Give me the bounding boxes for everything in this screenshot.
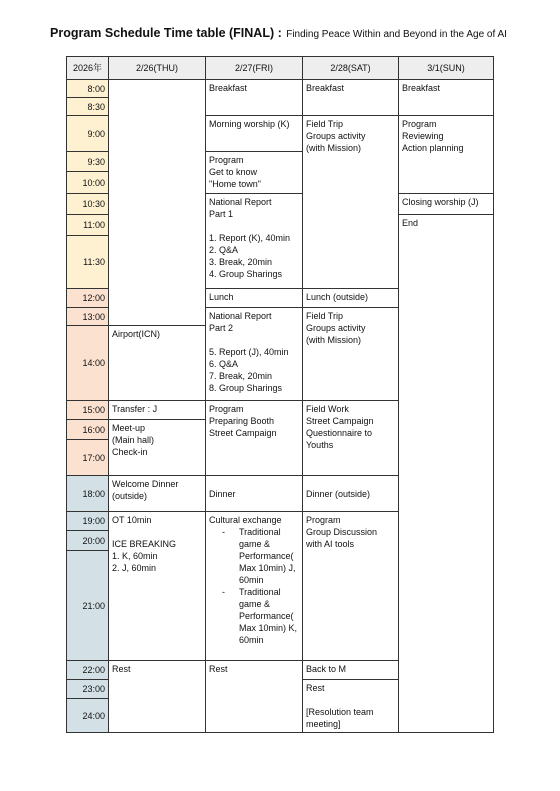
time-label: 9:30	[67, 152, 109, 172]
time-label: 12:00	[67, 289, 109, 308]
fri-national-report-1	[206, 194, 303, 289]
sat-program-line: Program	[306, 515, 341, 525]
sat-breakfast: Breakfast	[303, 80, 399, 116]
sat-rest	[303, 680, 399, 733]
year-header: 2026年	[67, 57, 109, 80]
fri-breakfast: Breakfast	[206, 80, 303, 116]
time-label: 22:00	[67, 661, 109, 680]
time-label: 19:00	[67, 512, 109, 531]
fri-nr1-head: National Report	[209, 197, 272, 207]
fri-dinner: Dinner	[206, 476, 303, 512]
sat-trip1-line: (with Mission)	[306, 143, 362, 153]
time-label: 24:00	[67, 699, 109, 733]
sat-field-trip-afternoon	[303, 308, 399, 401]
time-label: 10:30	[67, 194, 109, 215]
time-label: 16:00	[67, 420, 109, 440]
time-label: 14:00	[67, 326, 109, 401]
fri-morning-worship: Morning worship (K)	[206, 116, 303, 152]
time-label: 11:00	[67, 215, 109, 236]
schedule-table	[66, 56, 494, 733]
title-main: Program Schedule Time table (FINAL) :	[50, 26, 282, 40]
thu-welcome-dinner	[109, 476, 206, 512]
thu-meetup	[109, 420, 206, 476]
fri-nr1-item: 2. Q&A	[209, 245, 239, 255]
fri-nr2-item: 7. Break, 20min	[209, 371, 273, 381]
fri-nr1-item: 4. Group Sharings	[209, 269, 283, 279]
sun-breakfast: Breakfast	[399, 80, 494, 116]
day-header-fri: 2/27(FRI)	[206, 57, 303, 80]
fri-preparing-booth	[206, 401, 303, 476]
thu-ot: OT 10min	[112, 515, 152, 525]
sun-closing-worship: Closing worship (J)	[399, 194, 494, 215]
day-header-sat: 2/28(SAT)	[303, 57, 399, 80]
fri-nr1-head: Part 1	[209, 209, 234, 219]
thu-airport: Airport(ICN)	[109, 326, 206, 401]
sat-trip2-line: Field Trip	[306, 311, 344, 321]
sun-program-line: Program	[402, 119, 437, 129]
fri-national-report-2	[206, 308, 303, 401]
time-label: 11:30	[67, 236, 109, 289]
thu-meetup-line: (Main hall)	[112, 435, 155, 445]
fri-program-hometown	[206, 152, 303, 194]
sun-program-line: Reviewing	[402, 131, 444, 141]
time-label: 8:00	[67, 80, 109, 98]
sat-trip1-line: Field Trip	[306, 119, 344, 129]
day-header-thu: 2/26(THU)	[109, 57, 206, 80]
fri-cultural-exchange	[206, 512, 303, 661]
time-label: 18:00	[67, 476, 109, 512]
sat-work-line: Youths	[306, 440, 334, 450]
sat-trip2-line: (with Mission)	[306, 335, 362, 345]
fri-nr2-item: 6. Q&A	[209, 359, 239, 369]
fri-nr1-item: 1. Report (K), 40min	[209, 233, 291, 243]
sat-resolution: [Resolution team meeting]	[306, 707, 374, 729]
sat-lunch: Lunch (outside)	[303, 289, 399, 308]
fri-booth-line: Program	[209, 404, 244, 414]
fri-program-line: "Home town"	[209, 179, 261, 189]
thu-meetup-line: Meet-up	[112, 423, 146, 433]
fri-nr2-item: 8. Group Sharings	[209, 383, 283, 393]
time-label: 15:00	[67, 401, 109, 420]
time-label: 10:00	[67, 172, 109, 194]
sun-program-line: Action planning	[402, 143, 464, 153]
time-label: 17:00	[67, 440, 109, 476]
thu-dinner-line: Welcome Dinner	[112, 479, 179, 489]
thu-meetup-line: Check-in	[112, 447, 148, 457]
sat-program-line: with AI tools	[306, 539, 355, 549]
thu-ice-line: 2. J, 60min	[112, 563, 157, 573]
day-header-sun: 3/1(SUN)	[399, 57, 494, 80]
thu-ice-breaking	[109, 512, 206, 661]
fri-cultural-title: Cultural exchange	[209, 515, 282, 525]
fri-booth-line: Preparing Booth	[209, 416, 275, 426]
fri-lunch: Lunch	[206, 289, 303, 308]
list-item: - Traditional game & Performance( Max 10min) K, 60min	[239, 586, 299, 646]
sun-program	[399, 116, 494, 194]
fri-rest: Rest	[206, 661, 303, 733]
fri-booth-line: Street Campaign	[209, 428, 277, 438]
thu-ice-line: 1. K, 60min	[112, 551, 158, 561]
sun-end: End	[399, 215, 494, 733]
sat-trip2-line: Groups activity	[306, 323, 366, 333]
thu-dinner-line: (outside)	[112, 491, 148, 501]
thu-rest: Rest	[109, 661, 206, 733]
sat-work-line: Field Work	[306, 404, 349, 414]
sat-trip1-line: Groups activity	[306, 131, 366, 141]
fri-nr2-item: 5. Report (J), 40min	[209, 347, 289, 357]
thu-free-morning	[109, 80, 206, 326]
sat-dinner: Dinner (outside)	[303, 476, 399, 512]
title-subtitle: Finding Peace Within and Beyond in the Age of AI	[286, 29, 507, 40]
sat-field-work	[303, 401, 399, 476]
time-label: 8:30	[67, 98, 109, 116]
cultural-list	[209, 526, 299, 646]
document-title	[50, 24, 550, 42]
sat-rest-label: Rest	[306, 683, 325, 693]
time-label: 21:00	[67, 551, 109, 661]
sat-program-discussion	[303, 512, 399, 661]
sat-back: Back to M	[303, 661, 399, 680]
sat-program-line: Group Discussion	[306, 527, 378, 537]
fri-program-line: Get to know	[209, 167, 258, 177]
fri-nr1-item: 3. Break, 20min	[209, 257, 273, 267]
list-item: - Traditional game & Performance( Max 10min) J, 60min	[239, 526, 299, 586]
sat-work-line: Street Campaign	[306, 416, 374, 426]
time-label: 9:00	[67, 116, 109, 152]
fri-program-line: Program	[209, 155, 244, 165]
thu-ice-line: ICE BREAKING	[112, 539, 177, 549]
time-label: 13:00	[67, 308, 109, 326]
fri-nr2-head: Part 2	[209, 323, 234, 333]
sat-field-trip-morning	[303, 116, 399, 289]
fri-nr2-head: National Report	[209, 311, 272, 321]
time-label: 23:00	[67, 680, 109, 699]
thu-transfer: Transfer : J	[109, 401, 206, 420]
time-label: 20:00	[67, 531, 109, 551]
sat-work-line: Questionnaire to	[306, 428, 373, 438]
